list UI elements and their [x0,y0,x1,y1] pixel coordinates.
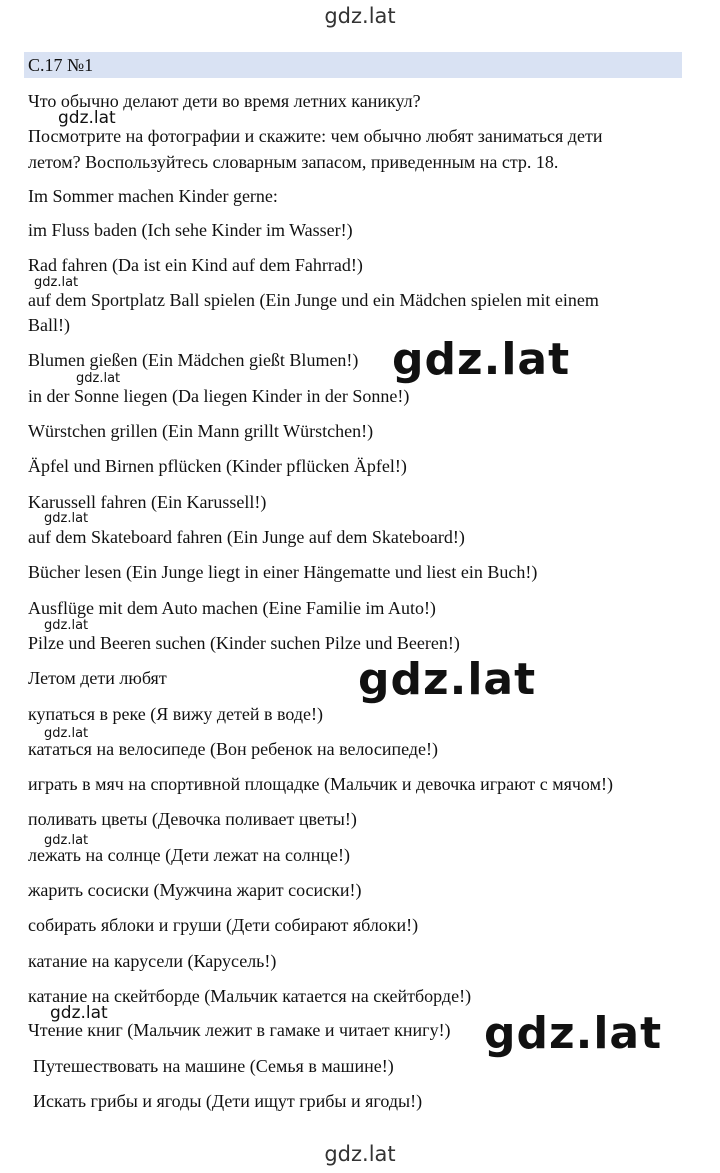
german-item: Äpfel und Birnen pflücken (Kinder pflücken Äpfel!) [28,456,407,476]
watermark-small: gdz.lat [44,618,89,633]
watermark-large: gdz.lat [484,1008,663,1059]
watermark-small: gdz.lat [34,275,79,290]
german-item: Pilze und Beeren suchen (Kinder suchen Pilze und Beeren!) [28,633,460,653]
question-line: Что обычно делают дети во время летних каникул? [28,91,421,111]
russian-item: кататься на велосипеде (Вон ребенок на велосипеде!) [28,739,439,759]
russian-item: Чтение книг (Мальчик лежит в гамаке и читает книгу!) [28,1020,451,1040]
german-item: Bücher lesen (Ein Junge liegt in einer Hängematte und liest ein Buch!) [28,562,538,582]
watermark-small: gdz.lat [50,1003,108,1023]
german-item: auf dem Skateboard fahren (Ein Junge auf dem Skateboard!) [28,527,465,547]
german-item: Würstchen grillen (Ein Mann grillt Würstchen!) [28,421,374,441]
watermark-large: gdz.lat [392,334,571,385]
russian-item: купаться в реке (Я вижу детей в воде!) [28,704,323,724]
russian-item: собирать яблоки и груши (Дети собирают яблоки!) [28,915,419,935]
german-item: Rad fahren (Da ist ein Kind auf dem Fahrrad!) [28,255,363,275]
russian-item: катание на карусели (Карусель!) [28,951,277,971]
watermark-small: gdz.lat [44,511,89,526]
instruction-line-2: летом? Воспользуйтесь словарным запасом, приведенным на стр. 18. [28,152,559,172]
watermark-small: gdz.lat [44,833,89,848]
russian-item: играть в мяч на спортивной площадке (Мальчик и девочка играют с мячом!) [28,774,613,794]
watermark-large: gdz.lat [358,654,537,705]
russian-item: Искать грибы и ягоды (Дети ищут грибы и ягоды!) [33,1091,423,1111]
german-item: im Fluss baden (Ich sehe Kinder im Wasser!) [28,220,353,240]
watermark-small: gdz.lat [76,371,121,386]
russian-item: катание на скейтборде (Мальчик катается на скейтборде!) [28,986,472,1006]
russian-item: Путешествовать на машине (Семья в машине!) [33,1056,394,1076]
russian-item: лежать на солнце (Дети лежат на солнце!) [28,845,350,865]
german-item: in der Sonne liegen (Da liegen Kinder in der Sonne!) [28,386,410,406]
watermark-small: gdz.lat [44,726,89,741]
watermark-top: gdz.lat [324,4,396,28]
german-item: Blumen gießen (Ein Mädchen gießt Blumen!) [28,350,359,370]
watermark-bottom: gdz.lat [324,1142,396,1166]
task-number: С.17 №1 [28,55,94,75]
russian-item: жарить сосиски (Мужчина жарит сосиски!) [28,880,362,900]
task-header [24,52,682,78]
german-item-continued: Ball!) [28,315,70,335]
russian-intro: Летом дети любят [28,668,167,688]
watermark-small: gdz.lat [58,108,116,128]
russian-item: поливать цветы (Девочка поливает цветы!) [28,809,357,829]
german-item: Ausflüge mit dem Auto machen (Eine Familie im Auto!) [28,598,436,618]
german-item: Karussell fahren (Ein Karussell!) [28,492,267,512]
instruction-line-1: Посмотрите на фотографии и скажите: чем обычно любят заниматься дети [28,126,603,146]
german-item: auf dem Sportplatz Ball spielen (Ein Junge und ein Mädchen spielen mit einem [28,290,599,310]
german-intro: Im Sommer machen Kinder gerne: [28,186,278,206]
